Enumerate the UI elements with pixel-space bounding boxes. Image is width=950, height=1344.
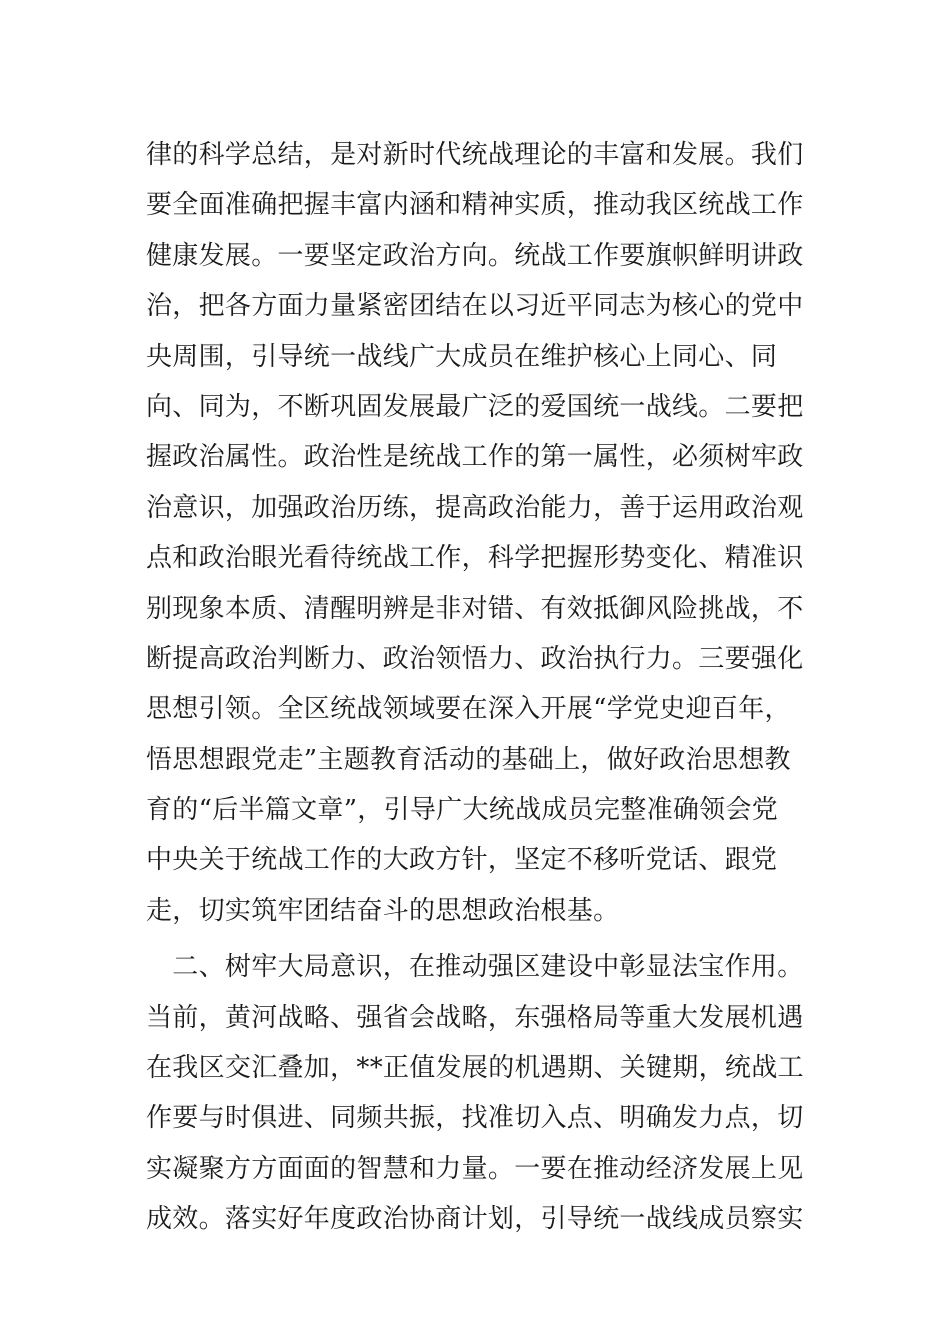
text-line: 走，切实筑牢团结奋斗的思想政治根基。 bbox=[146, 895, 620, 926]
text-line: 央周围，引导统一战线广大成员在维护核心上同心、同 bbox=[146, 341, 778, 372]
text-line: 治，把各方面力量紧密团结在以习近平同志为核心的党中 bbox=[146, 291, 804, 322]
text-line: 断提高政治判断力、政治领悟力、政治执行力。三要强化 bbox=[146, 643, 804, 674]
text-line: 点和政治眼光看待统战工作，科学把握形势变化、精准识 bbox=[146, 543, 804, 574]
text-line: 握政治属性。政治性是统战工作的第一属性，必须树牢政 bbox=[146, 442, 804, 473]
text-line: 作要与时俱进、同频共振，找准切入点、明确发力点，切 bbox=[146, 1103, 804, 1134]
document-body bbox=[146, 130, 816, 1245]
text-line: 健康发展。一要坚定政治方向。统战工作要旗帜鲜明讲政 bbox=[146, 240, 804, 271]
text-line: 在我区交汇叠加，**正值发展的机遇期、关键期，统战工 bbox=[146, 1053, 804, 1084]
text-line: 思想引领。全区统战领域要在深入开展“学党史迎百年， bbox=[146, 694, 791, 725]
text-line: 要全面准确把握丰富内涵和精神实质，推动我区统战工作 bbox=[146, 190, 804, 221]
paragraph-1 bbox=[146, 130, 816, 936]
text-line: 别现象本质、清醒明辨是非对错、有效抵御风险挑战，不 bbox=[146, 593, 804, 624]
text-line: 育的“后半篇文章”，引导广大统战成员完整准确领会党 bbox=[146, 795, 779, 826]
text-line: 当前，黄河战略、强省会战略，东强格局等重大发展机遇 bbox=[146, 1002, 804, 1033]
text-line: 向、同为，不断巩固发展最广泛的爱国统一战线。二要把 bbox=[146, 391, 804, 422]
section-heading-line: 二、树牢大局意识，在推动强区建设中彰显法宝作用。 bbox=[146, 952, 804, 983]
text-line: 律的科学总结，是对新时代统战理论的丰富和发展。我们 bbox=[146, 140, 804, 170]
text-line: 实凝聚方方面面的智慧和力量。一要在推动经济发展上见 bbox=[146, 1153, 804, 1184]
text-line: 治意识，加强政治历练，提高政治能力，善于运用政治观 bbox=[146, 492, 804, 523]
text-line: 成效。落实好年度政治协商计划，引导统一战线成员察实 bbox=[146, 1204, 804, 1235]
text-line: 悟思想跟党走”主题教育活动的基础上，做好政治思想教 bbox=[146, 744, 791, 775]
text-line: 中央关于统战工作的大政方针，坚定不移听党话、跟党 bbox=[146, 845, 778, 876]
paragraph-2 bbox=[146, 942, 816, 1244]
